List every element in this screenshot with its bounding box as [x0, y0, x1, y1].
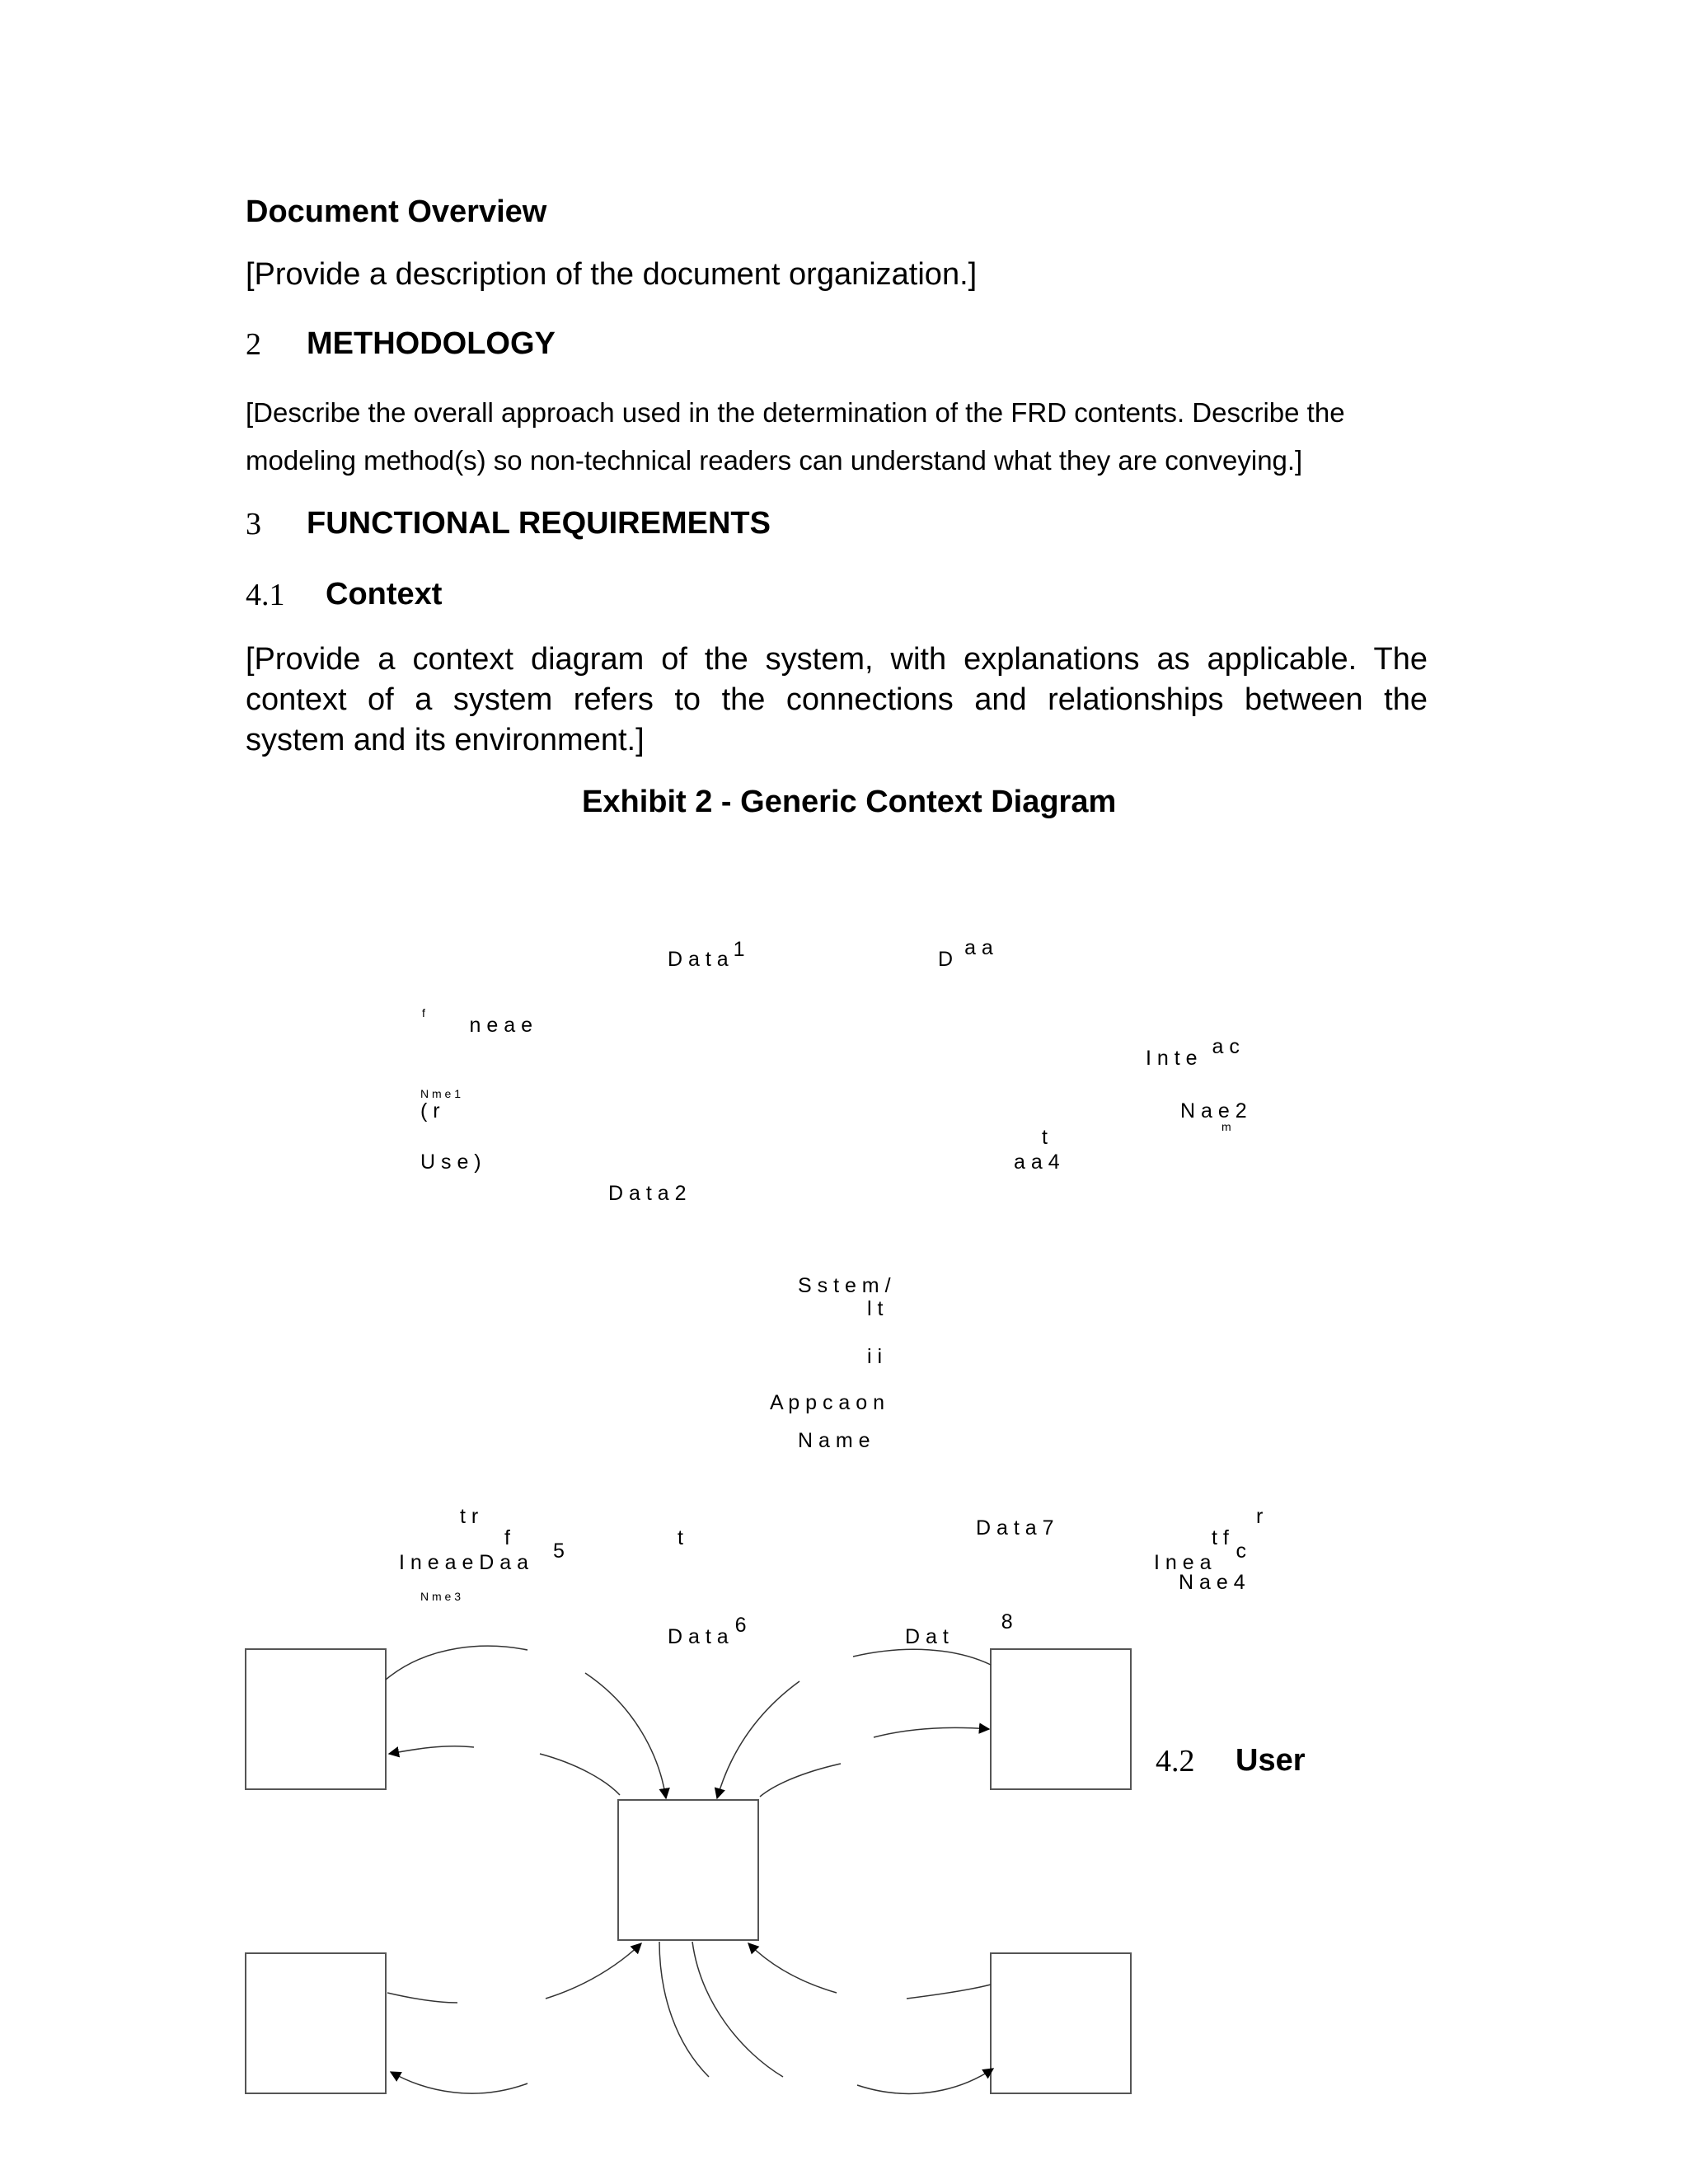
diagram-label: t: [678, 1526, 683, 1549]
flow-arrow: [874, 1727, 989, 1737]
flow-line: [907, 1985, 991, 1999]
diagram-label: S s t e m /: [798, 1274, 891, 1297]
system-box: [618, 1800, 758, 1940]
diagram-label: D a t a 2: [608, 1182, 687, 1205]
context-text: [246, 640, 1428, 761]
diagram-label: D a t a 7: [976, 1516, 1054, 1540]
diagram-label: I n t e a c: [1146, 1035, 1240, 1070]
section-title: Context: [326, 577, 443, 612]
flow-line: [659, 1942, 709, 2077]
flow-arrow: [391, 2072, 528, 2093]
diagram-label: N a e 4: [1179, 1571, 1245, 1594]
diagram-label: N m e 1: [420, 1087, 462, 1100]
diagram-label: I n e a e D a a 5: [399, 1540, 565, 1574]
diagram-labels: [399, 936, 1263, 1648]
diagram-label: N a m e: [798, 1429, 870, 1452]
functional-requirements-heading: [246, 506, 771, 542]
diagram-label: D a a: [938, 936, 993, 971]
flow-arrow: [717, 1681, 799, 1798]
section-number: 4.1: [246, 578, 285, 612]
interface-box-4: [991, 1953, 1131, 2093]
diagram-label: N m e 3: [420, 1590, 462, 1603]
context-text-line3: system and its environment.]: [246, 723, 645, 757]
interface-box-3: [246, 1953, 386, 2093]
diagram-label: D a t8: [905, 1610, 1013, 1648]
diagram-label: t: [1042, 1126, 1048, 1149]
diagram-label: I n e a c: [1154, 1540, 1246, 1574]
section-number: 2: [246, 327, 261, 362]
diagram-label: U s e ): [420, 1151, 481, 1174]
context-text-line2: context of a system refers to the connections and relationships between the: [246, 682, 1428, 717]
flow-line: [853, 1649, 991, 1665]
flow-arrow: [546, 1943, 641, 1999]
diagram-label: i i: [867, 1345, 883, 1368]
diagram-label: n e a ef: [422, 1006, 532, 1037]
diagram-label: ( r: [420, 1099, 440, 1122]
flow-arrow: [857, 2069, 993, 2093]
flow-line: [387, 1993, 457, 2003]
diagram-label: r: [1256, 1505, 1264, 1528]
diagram-label: f: [504, 1526, 510, 1549]
section-title: METHODOLOGY: [307, 326, 556, 361]
diagram-label: a a 4: [1014, 1151, 1060, 1174]
context-heading: [246, 577, 443, 613]
diagram-label: D a t a 1: [668, 938, 745, 971]
user-heading: [1156, 1743, 1306, 1779]
flow-line: [386, 1646, 528, 1680]
diagram-label: t r: [460, 1505, 479, 1528]
methodology-heading: [246, 326, 556, 363]
section-title: User: [1236, 1743, 1306, 1778]
flow-arrow: [389, 1746, 474, 1754]
methodology-text-line2: modeling method(s) so non-technical readers can understand what they are conveying.]: [246, 445, 1303, 476]
section-number: 3: [246, 507, 261, 541]
flow-line: [540, 1754, 620, 1795]
exhibit-title: Exhibit 2 - Generic Context Diagram: [582, 785, 1117, 819]
flow-line: [692, 1942, 783, 2077]
interface-box-1: [246, 1649, 386, 1789]
diagram-label: N a e 2: [1180, 1099, 1247, 1122]
overview-text: [Provide a description of the document organization.]: [246, 257, 978, 292]
diagram-label: l t: [867, 1297, 884, 1320]
overview-heading: Document Overview: [246, 194, 547, 229]
flow-arrow: [585, 1673, 666, 1798]
section-title: FUNCTIONAL REQUIREMENTS: [307, 506, 771, 541]
flow-arrow: [748, 1943, 837, 1993]
diagram-label: A p p c a o n: [770, 1391, 884, 1414]
flow-line: [760, 1764, 841, 1797]
context-text-line1: [Provide a context diagram of the system, with explanations as applicable. The: [246, 642, 1428, 677]
methodology-text-line1: [Describe the overall approach used in the determination of the FRD contents. Describe the: [246, 397, 1345, 428]
section-number: 4.2: [1156, 1744, 1195, 1779]
interface-box-2: [991, 1649, 1131, 1789]
diagram-label: D a t a 6: [668, 1614, 747, 1648]
diagram-label: m: [1221, 1120, 1231, 1133]
diagram-label: t f: [1212, 1526, 1229, 1549]
